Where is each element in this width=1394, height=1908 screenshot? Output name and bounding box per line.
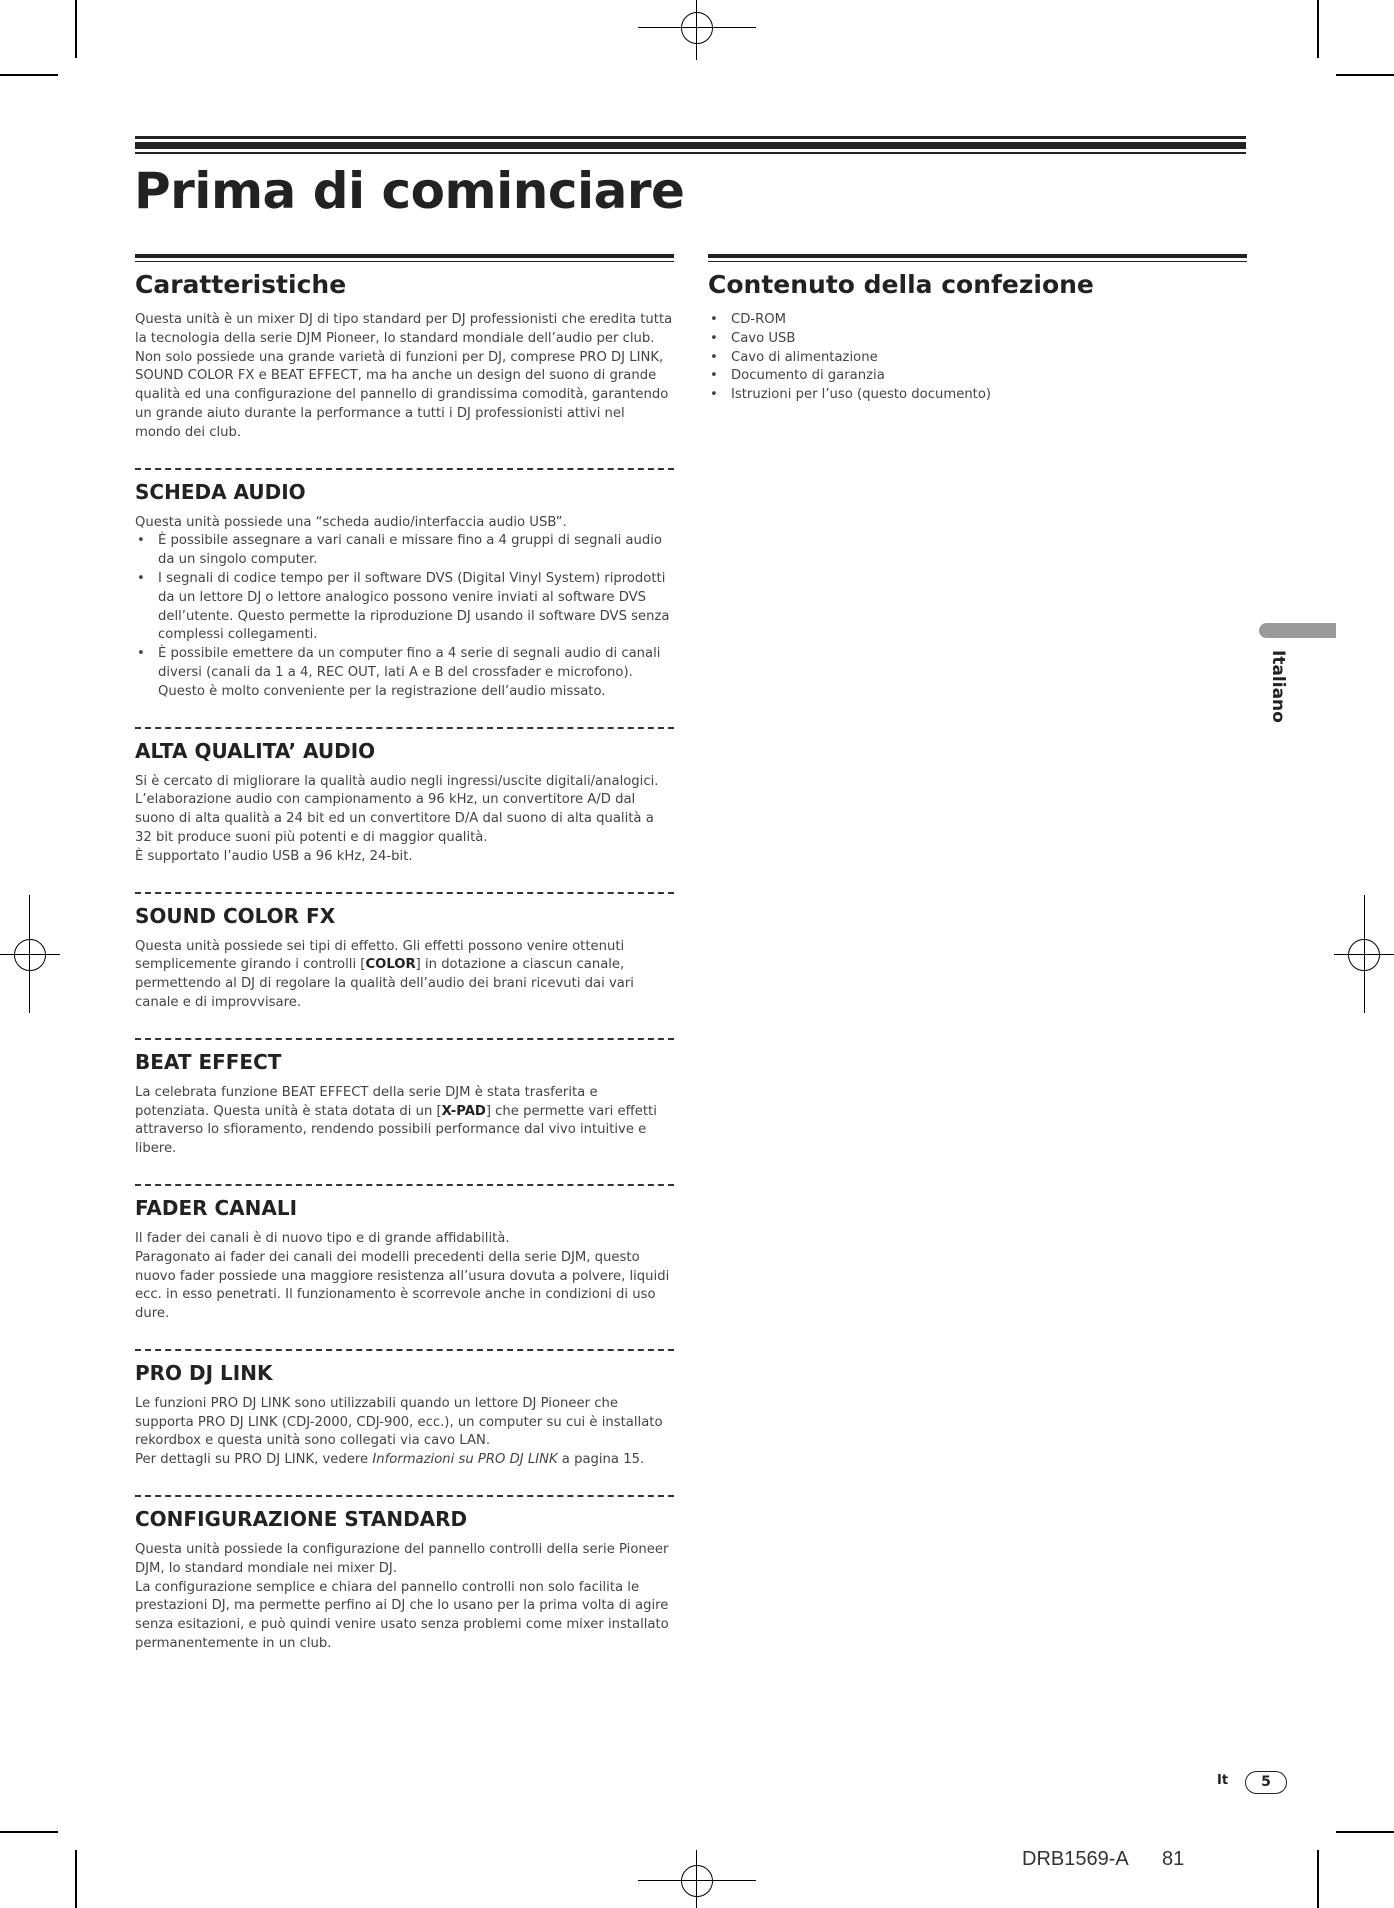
page-title: Prima di cominciare bbox=[134, 162, 685, 220]
list-item: • I segnali di codice tempo per il software DVS (Digital Vinyl System) riprodotti da un lettore DJ o lettore analogico possono venire inviati al software DVS dell’utente. Questo permette la riproduzione DJ usando il software DVS senza complessi collegamenti. bbox=[135, 570, 674, 645]
right-column bbox=[708, 254, 1247, 405]
text-run: ] che permette vari effetti attraverso lo sfioramento, rendendo possibili performance dal vivo intuitive e libere. bbox=[135, 1103, 657, 1157]
heading-alta-qualita: ALTA QUALITA’ AUDIO bbox=[135, 738, 376, 763]
crop-mark bbox=[1317, 0, 1319, 58]
configurazione-p2: La configurazione semplice e chiara del pannello controlli non solo facilita le prestazioni DJ, ma permette perfino ai DJ che lo usano per la prima volta di agire senza esitazioni, e può quindi venire usato senza problemi come mixer installato permanentemente in un club. bbox=[135, 1579, 669, 1652]
language-code: It bbox=[1217, 1773, 1229, 1788]
left-column bbox=[135, 254, 674, 1654]
key-color: COLOR bbox=[365, 957, 416, 973]
dashed-divider bbox=[135, 1038, 674, 1040]
heading-beat-effect: BEAT EFFECT bbox=[135, 1049, 282, 1074]
fader-canali-p1: Il fader dei canali è di nuovo tipo e di grande affidabilità. bbox=[135, 1230, 510, 1246]
language-label: Italiano bbox=[1268, 650, 1288, 723]
section-title-contenuto: Contenuto della confezione bbox=[708, 270, 1094, 299]
text-run: Questa unità possiede sei tipi di effetto. Gli effetti possono venire ottenuti semplicemente girando i controlli [ bbox=[135, 938, 625, 973]
registration-mark-circle bbox=[681, 1865, 713, 1897]
key-x-pad: X-PAD bbox=[441, 1103, 486, 1119]
registration-mark-circle bbox=[1348, 939, 1380, 971]
pro-dj-link-p1: Le funzioni PRO DJ LINK sono utilizzabili quando un lettore DJ Pioneer che supporta PRO DJ LINK (CDJ-2000, CDJ-900, ecc.), un computer su cui è installato rekordbox e questa unità sono collegati via cavo LAN. bbox=[135, 1395, 663, 1449]
alta-qualita-text: Si è cercato di migliorare la qualità audio negli ingressi/uscite digitali/analogici. L’elaborazione audio con campionamento a 96 kHz, un convertitore A/D dal suono di alta qualità a 24 bit ed un convertitore D/A dal suono di alta qualità a 32 bit produce suoni più potenti e di maggior qualità. bbox=[135, 773, 659, 845]
crop-mark bbox=[75, 1850, 77, 1908]
crop-mark bbox=[1336, 1831, 1394, 1833]
section-title-caratteristiche: Caratteristiche bbox=[135, 270, 347, 299]
crop-mark bbox=[1317, 1850, 1319, 1908]
list-item: • Documento di garanzia bbox=[708, 367, 1247, 386]
scheda-audio-list bbox=[135, 532, 674, 701]
text-run: a pagina 15. bbox=[557, 1452, 645, 1468]
fader-canali-p2: Paragonato ai fader dei canali dei modelli precedenti della serie DJM, questo nuovo fader possiede una maggiore resistenza all’usura dovuta a polvere, liquidi ecc. in esso penetrati. Il funzionamento è scorrevole anche in condizioni di uso dure. bbox=[135, 1249, 670, 1322]
dashed-divider bbox=[135, 1184, 674, 1186]
caratteristiche-intro: Questa unità è un mixer DJ di tipo standard per DJ professionisti che eredita tutta la tecnologia della serie DJM Pioneer, lo standard mondiale dell’audio per club. Non solo possiede una grande varietà di funzioni per DJ, comprese PRO DJ LINK, SOUND COLOR FX e BEAT EFFECT, ma ha anche un design del suono di grande qualità ed una configurazione del pannello di grandissima comodità, garantendo un grande aiuto durante la performance a tutti i DJ professionisti attivi nel mondo dei club. bbox=[135, 312, 673, 440]
heading-configurazione: CONFIGURAZIONE STANDARD bbox=[135, 1507, 468, 1532]
text-run: ] in dotazione a ciascun canale, permettendo al DJ di regolare la qualità dell’audio dei brani ricevuti dai vari canale e di improvvisare. bbox=[135, 957, 634, 1010]
crop-mark bbox=[75, 0, 77, 58]
heading-scheda-audio: SCHEDA AUDIO bbox=[135, 479, 306, 504]
heading-pro-dj-link: PRO DJ LINK bbox=[135, 1360, 273, 1385]
title-rule bbox=[135, 142, 1246, 149]
pro-dj-link-p2 bbox=[135, 1451, 674, 1470]
dashed-divider bbox=[135, 1495, 674, 1497]
list-item: • È possibile assegnare a vari canali e missare fino a 4 gruppi di segnali audio da un singolo computer. bbox=[135, 532, 674, 570]
language-tab bbox=[1259, 623, 1336, 638]
beat-effect-text bbox=[135, 1084, 674, 1159]
section-rule bbox=[708, 254, 1247, 262]
crop-mark bbox=[0, 74, 58, 76]
contenuto-list bbox=[708, 311, 1247, 405]
document-code: DRB1569-A bbox=[1022, 1848, 1129, 1870]
scheda-audio-intro: Questa unità possiede una “scheda audio/interfaccia audio USB”. bbox=[135, 514, 567, 530]
alta-qualita-usb: È supportato l’audio USB a 96 kHz, 24-bit. bbox=[135, 848, 413, 864]
dashed-divider bbox=[135, 468, 674, 470]
text-run: Per dettagli su PRO DJ LINK, vedere bbox=[135, 1452, 373, 1468]
configurazione-p1: Questa unità possiede la configurazione del pannello controlli della serie Pioneer DJM, lo standard mondiale nei mixer DJ. bbox=[135, 1542, 669, 1576]
list-item: • CD-ROM bbox=[708, 311, 1247, 330]
list-item: • Cavo di alimentazione bbox=[708, 349, 1247, 368]
dashed-divider bbox=[135, 1349, 674, 1351]
heading-fader-canali: FADER CANALI bbox=[135, 1195, 298, 1220]
dashed-divider bbox=[135, 727, 674, 729]
crop-mark bbox=[1336, 74, 1394, 76]
cross-reference-link[interactable]: Informazioni su PRO DJ LINK bbox=[372, 1452, 558, 1468]
title-rule bbox=[135, 136, 1246, 139]
list-item: • Istruzioni per l’uso (questo documento) bbox=[708, 386, 1247, 405]
crop-mark bbox=[0, 1831, 58, 1833]
registration-mark-circle bbox=[681, 12, 713, 44]
registration-mark-circle bbox=[14, 939, 46, 971]
title-rule bbox=[135, 152, 1246, 154]
text-run: La celebrata funzione BEAT EFFECT della serie DJM è stata trasferita e potenziata. Questa unità è stata dotata di un [ bbox=[135, 1084, 598, 1119]
list-item: • È possibile emettere da un computer fino a 4 serie di segnali audio di canali diversi (canali da 1 a 4, REC OUT, lati A e B del crossfader e microfono). Questo è molto conveniente per la registrazione dell’audio missato. bbox=[135, 645, 674, 701]
list-item: • Cavo USB bbox=[708, 330, 1247, 349]
print-page-number: 81 bbox=[1162, 1848, 1185, 1870]
heading-sound-color-fx: SOUND COLOR FX bbox=[135, 903, 336, 928]
dashed-divider bbox=[135, 892, 674, 894]
page-number: 5 bbox=[1245, 1771, 1287, 1794]
section-rule bbox=[135, 254, 674, 262]
sound-color-fx-text bbox=[135, 938, 674, 1013]
